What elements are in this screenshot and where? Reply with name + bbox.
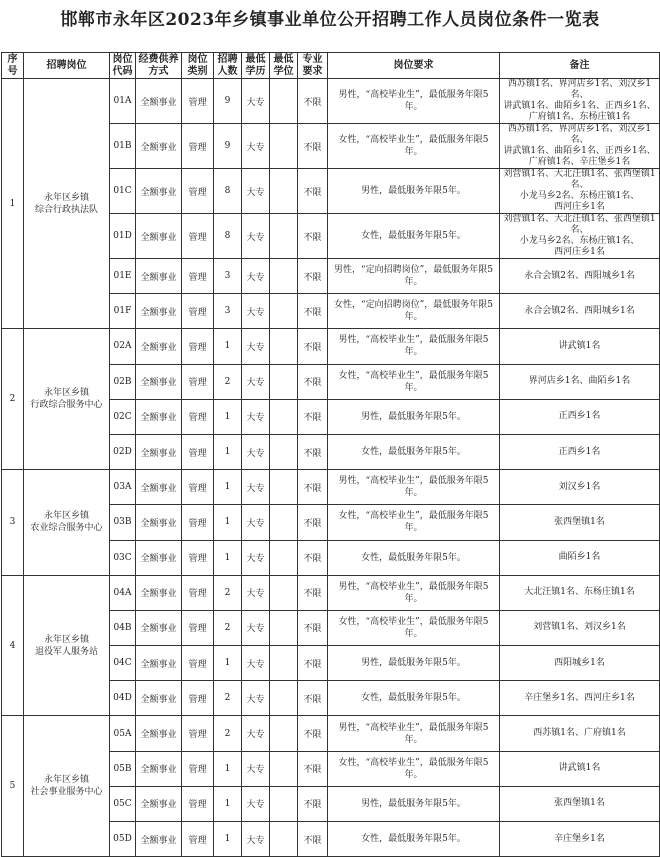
cell-edu: 大专 xyxy=(242,681,270,716)
cell-count: 1 xyxy=(214,329,242,364)
cell-type: 管理 xyxy=(182,214,214,259)
cell-degree xyxy=(270,329,298,364)
cell-major: 不限 xyxy=(298,716,328,751)
cell-degree xyxy=(270,716,298,751)
cell-major: 不限 xyxy=(298,79,328,124)
cell-count: 2 xyxy=(214,364,242,399)
cell-degree xyxy=(270,681,298,716)
cell-degree xyxy=(270,822,298,857)
cell-note: 刘营镇1名、大北汪镇1名、张西堡镇1名、 小龙马乡2名、东杨庄镇1名、 西河庄乡1名 xyxy=(500,169,660,214)
cell-code: 02A xyxy=(110,329,136,364)
cell-major: 不限 xyxy=(298,751,328,786)
cell-type: 管理 xyxy=(182,259,214,294)
cell-edu: 大专 xyxy=(242,399,270,434)
cell-edu: 大专 xyxy=(242,124,270,169)
cell-seq: 4 xyxy=(2,575,24,716)
cell-funding: 全额事业 xyxy=(136,329,182,364)
cell-count: 1 xyxy=(214,434,242,469)
cell-count: 9 xyxy=(214,79,242,124)
cell-code: 03A xyxy=(110,470,136,505)
cell-count: 1 xyxy=(214,540,242,575)
cell-type: 管理 xyxy=(182,751,214,786)
cell-requirement: 女性，“高校毕业生”，最低服务年限5年。 xyxy=(328,124,500,169)
cell-count: 1 xyxy=(214,786,242,821)
table-row xyxy=(2,79,660,124)
cell-count: 1 xyxy=(214,470,242,505)
header-edu: 最低 学历 xyxy=(242,53,270,79)
cell-code: 03B xyxy=(110,505,136,540)
cell-requirement: 女性，最低服务年限5年。 xyxy=(328,214,500,259)
cell-edu: 大专 xyxy=(242,505,270,540)
cell-edu: 大专 xyxy=(242,716,270,751)
cell-code: 05A xyxy=(110,716,136,751)
cell-type: 管理 xyxy=(182,329,214,364)
cell-seq: 1 xyxy=(2,79,24,329)
cell-count: 8 xyxy=(214,169,242,214)
cell-major: 不限 xyxy=(298,214,328,259)
cell-funding: 全额事业 xyxy=(136,681,182,716)
cell-seq: 2 xyxy=(2,329,24,470)
cell-code: 01B xyxy=(110,124,136,169)
cell-degree xyxy=(270,79,298,124)
cell-major: 不限 xyxy=(298,259,328,294)
cell-note: 刘汉乡1名 xyxy=(500,470,660,505)
header-seq: 序号 xyxy=(2,53,24,79)
table-row xyxy=(2,575,660,610)
cell-note: 曲陌乡1名 xyxy=(500,540,660,575)
cell-requirement: 男性，最低服务年限5年。 xyxy=(328,786,500,821)
cell-degree xyxy=(270,259,298,294)
cell-count: 2 xyxy=(214,610,242,645)
cell-major: 不限 xyxy=(298,294,328,329)
page-title: 邯郸市永年区2023年乡镇事业单位公开招聘工作人员岗位条件一览表 xyxy=(60,10,600,30)
cell-note: 刘营镇1名、大北汪镇1名、张西堡镇1名、 小龙马乡2名、东杨庄镇1名、 西河庄乡1名 xyxy=(500,214,660,259)
header-code: 岗位 代码 xyxy=(110,53,136,79)
cell-requirement: 女性，“高校毕业生”，最低服务年限5年。 xyxy=(328,505,500,540)
cell-funding: 全额事业 xyxy=(136,79,182,124)
cell-requirement: 男性，最低服务年限5年。 xyxy=(328,646,500,681)
table-row xyxy=(2,329,660,364)
header-type: 岗位 类别 xyxy=(182,53,214,79)
cell-degree xyxy=(270,786,298,821)
cell-type: 管理 xyxy=(182,79,214,124)
cell-funding: 全额事业 xyxy=(136,540,182,575)
cell-edu: 大专 xyxy=(242,751,270,786)
cell-funding: 全额事业 xyxy=(136,575,182,610)
cell-requirement: 女性，“定向招聘岗位”，最低服务年限5年。 xyxy=(328,294,500,329)
cell-funding: 全额事业 xyxy=(136,505,182,540)
cell-edu: 大专 xyxy=(242,169,270,214)
cell-type: 管理 xyxy=(182,822,214,857)
cell-note: 永合会镇2名、西阳城乡1名 xyxy=(500,294,660,329)
cell-major: 不限 xyxy=(298,646,328,681)
cell-note: 张西堡镇1名 xyxy=(500,786,660,821)
table-row xyxy=(2,470,660,505)
cell-major: 不限 xyxy=(298,822,328,857)
cell-note: 刘营镇1名、刘汉乡1名 xyxy=(500,610,660,645)
cell-note: 正西乡1名 xyxy=(500,434,660,469)
cell-count: 1 xyxy=(214,751,242,786)
cell-code: 02D xyxy=(110,434,136,469)
cell-edu: 大专 xyxy=(242,610,270,645)
cell-requirement: 女性，最低服务年限5年。 xyxy=(328,822,500,857)
cell-note: 永合会镇2名、西阳城乡1名 xyxy=(500,259,660,294)
header-row xyxy=(2,53,660,79)
cell-edu: 大专 xyxy=(242,470,270,505)
cell-major: 不限 xyxy=(298,610,328,645)
cell-major: 不限 xyxy=(298,575,328,610)
cell-funding: 全额事业 xyxy=(136,470,182,505)
cell-edu: 大专 xyxy=(242,646,270,681)
cell-type: 管理 xyxy=(182,470,214,505)
cell-type: 管理 xyxy=(182,505,214,540)
cell-degree xyxy=(270,575,298,610)
header-note: 备注 xyxy=(500,53,660,79)
cell-degree xyxy=(270,214,298,259)
cell-degree xyxy=(270,434,298,469)
cell-funding: 全额事业 xyxy=(136,399,182,434)
cell-funding: 全额事业 xyxy=(136,716,182,751)
cell-funding: 全额事业 xyxy=(136,169,182,214)
cell-note: 讲武镇1名 xyxy=(500,329,660,364)
cell-code: 01D xyxy=(110,214,136,259)
cell-funding: 全额事业 xyxy=(136,364,182,399)
cell-note: 大北汪镇1名、东杨庄镇1名 xyxy=(500,575,660,610)
cell-degree xyxy=(270,610,298,645)
cell-requirement: 男性，“高校毕业生”，最低服务年限5年。 xyxy=(328,79,500,124)
cell-type: 管理 xyxy=(182,364,214,399)
cell-seq: 3 xyxy=(2,470,24,576)
cell-code: 02C xyxy=(110,399,136,434)
cell-edu: 大专 xyxy=(242,214,270,259)
cell-note: 西阳城乡1名 xyxy=(500,646,660,681)
cell-edu: 大专 xyxy=(242,540,270,575)
cell-funding: 全额事业 xyxy=(136,124,182,169)
cell-requirement: 男性，“高校毕业生”，最低服务年限5年。 xyxy=(328,329,500,364)
cell-type: 管理 xyxy=(182,610,214,645)
cell-funding: 全额事业 xyxy=(136,610,182,645)
header-funding: 经费供养 方式 xyxy=(136,53,182,79)
cell-note: 西苏镇1名、广府镇1名 xyxy=(500,716,660,751)
cell-code: 05B xyxy=(110,751,136,786)
cell-requirement: 男性，“高校毕业生”，最低服务年限5年。 xyxy=(328,716,500,751)
cell-degree xyxy=(270,540,298,575)
cell-degree xyxy=(270,470,298,505)
cell-count: 3 xyxy=(214,294,242,329)
cell-code: 01F xyxy=(110,294,136,329)
cell-requirement: 男性，“高校毕业生”，最低服务年限5年。 xyxy=(328,470,500,505)
cell-count: 1 xyxy=(214,399,242,434)
cell-code: 03C xyxy=(110,540,136,575)
cell-major: 不限 xyxy=(298,124,328,169)
cell-requirement: 女性，最低服务年限5年。 xyxy=(328,434,500,469)
cell-code: 01A xyxy=(110,79,136,124)
cell-funding: 全额事业 xyxy=(136,294,182,329)
cell-note: 辛庄堡乡1名 xyxy=(500,822,660,857)
cell-type: 管理 xyxy=(182,681,214,716)
cell-major: 不限 xyxy=(298,169,328,214)
cell-degree xyxy=(270,505,298,540)
cell-edu: 大专 xyxy=(242,329,270,364)
cell-requirement: 男性，最低服务年限5年。 xyxy=(328,399,500,434)
cell-edu: 大专 xyxy=(242,786,270,821)
cell-major: 不限 xyxy=(298,399,328,434)
cell-requirement: 女性，“高校毕业生”，最低服务年限5年。 xyxy=(328,751,500,786)
cell-type: 管理 xyxy=(182,169,214,214)
cell-requirement: 女性，最低服务年限5年。 xyxy=(328,681,500,716)
cell-code: 05C xyxy=(110,786,136,821)
cell-count: 2 xyxy=(214,716,242,751)
cell-degree xyxy=(270,751,298,786)
cell-note: 张西堡镇1名 xyxy=(500,505,660,540)
cell-code: 05D xyxy=(110,822,136,857)
cell-note: 讲武镇1名 xyxy=(500,751,660,786)
cell-dept: 永年区乡镇 农业综合服务中心 xyxy=(24,470,110,576)
cell-type: 管理 xyxy=(182,294,214,329)
cell-dept: 永年区乡镇 行政综合服务中心 xyxy=(24,329,110,470)
cell-major: 不限 xyxy=(298,364,328,399)
cell-count: 1 xyxy=(214,646,242,681)
cell-count: 1 xyxy=(214,505,242,540)
cell-dept: 永年区乡镇 综合行政执法队 xyxy=(24,79,110,329)
cell-requirement: 女性，“高校毕业生”，最低服务年限5年。 xyxy=(328,610,500,645)
cell-note: 西苏镇1名、界河店乡1名、刘汉乡1名、 讲武镇1名、曲陌乡1名、正西乡1名、 广府镇1名、东杨庄镇1名 xyxy=(500,79,660,124)
cell-edu: 大专 xyxy=(242,294,270,329)
cell-type: 管理 xyxy=(182,716,214,751)
cell-degree xyxy=(270,294,298,329)
cell-requirement: 男性，“定向招聘岗位”，最低服务年限5年。 xyxy=(328,259,500,294)
cell-funding: 全额事业 xyxy=(136,822,182,857)
cell-degree xyxy=(270,646,298,681)
cell-edu: 大专 xyxy=(242,259,270,294)
cell-code: 04B xyxy=(110,610,136,645)
cell-count: 1 xyxy=(214,822,242,857)
cell-major: 不限 xyxy=(298,681,328,716)
cell-funding: 全额事业 xyxy=(136,259,182,294)
cell-type: 管理 xyxy=(182,124,214,169)
cell-edu: 大专 xyxy=(242,364,270,399)
cell-type: 管理 xyxy=(182,540,214,575)
cell-edu: 大专 xyxy=(242,434,270,469)
cell-code: 01C xyxy=(110,169,136,214)
cell-code: 04A xyxy=(110,575,136,610)
cell-note: 界河店乡1名、曲陌乡1名 xyxy=(500,364,660,399)
cell-edu: 大专 xyxy=(242,575,270,610)
cell-funding: 全额事业 xyxy=(136,751,182,786)
cell-major: 不限 xyxy=(298,470,328,505)
cell-seq: 5 xyxy=(2,716,24,857)
cell-count: 3 xyxy=(214,259,242,294)
cell-major: 不限 xyxy=(298,505,328,540)
cell-note: 辛庄堡乡1名、西河庄乡1名 xyxy=(500,681,660,716)
cell-major: 不限 xyxy=(298,540,328,575)
cell-count: 2 xyxy=(214,681,242,716)
header-count: 招聘 人数 xyxy=(214,53,242,79)
header-req: 岗位要求 xyxy=(328,53,500,79)
cell-code: 04C xyxy=(110,646,136,681)
cell-major: 不限 xyxy=(298,329,328,364)
cell-code: 02B xyxy=(110,364,136,399)
cell-requirement: 男性，最低服务年限5年。 xyxy=(328,169,500,214)
cell-edu: 大专 xyxy=(242,822,270,857)
cell-type: 管理 xyxy=(182,575,214,610)
cell-code: 01E xyxy=(110,259,136,294)
table-row xyxy=(2,716,660,751)
cell-count: 9 xyxy=(214,124,242,169)
cell-requirement: 女性，“高校毕业生”，最低服务年限5年。 xyxy=(328,364,500,399)
cell-degree xyxy=(270,399,298,434)
cell-requirement: 女性，最低服务年限5年。 xyxy=(328,540,500,575)
cell-note: 正西乡1名 xyxy=(500,399,660,434)
cell-code: 04D xyxy=(110,681,136,716)
cell-type: 管理 xyxy=(182,434,214,469)
header-degree: 最低 学位 xyxy=(270,53,298,79)
cell-degree xyxy=(270,124,298,169)
cell-major: 不限 xyxy=(298,434,328,469)
cell-funding: 全额事业 xyxy=(136,786,182,821)
cell-type: 管理 xyxy=(182,646,214,681)
cell-count: 2 xyxy=(214,575,242,610)
cell-dept: 永年区乡镇 退役军人服务站 xyxy=(24,575,110,716)
cell-degree xyxy=(270,364,298,399)
cell-dept: 永年区乡镇 社会事业服务中心 xyxy=(24,716,110,857)
header-post: 招聘岗位 xyxy=(24,53,110,79)
header-major: 专业 要求 xyxy=(298,53,328,79)
positions-table xyxy=(1,52,660,857)
cell-type: 管理 xyxy=(182,786,214,821)
cell-degree xyxy=(270,169,298,214)
cell-note: 西苏镇1名、界河店乡1名、刘汉乡1名、 讲武镇1名、曲陌乡1名、正西乡1名、 广府镇1名、辛庄堡乡1名 xyxy=(500,124,660,169)
cell-funding: 全额事业 xyxy=(136,214,182,259)
cell-funding: 全额事业 xyxy=(136,434,182,469)
cell-edu: 大专 xyxy=(242,79,270,124)
cell-funding: 全额事业 xyxy=(136,646,182,681)
cell-requirement: 男性，“高校毕业生”，最低服务年限5年。 xyxy=(328,575,500,610)
cell-major: 不限 xyxy=(298,786,328,821)
cell-count: 8 xyxy=(214,214,242,259)
cell-type: 管理 xyxy=(182,399,214,434)
